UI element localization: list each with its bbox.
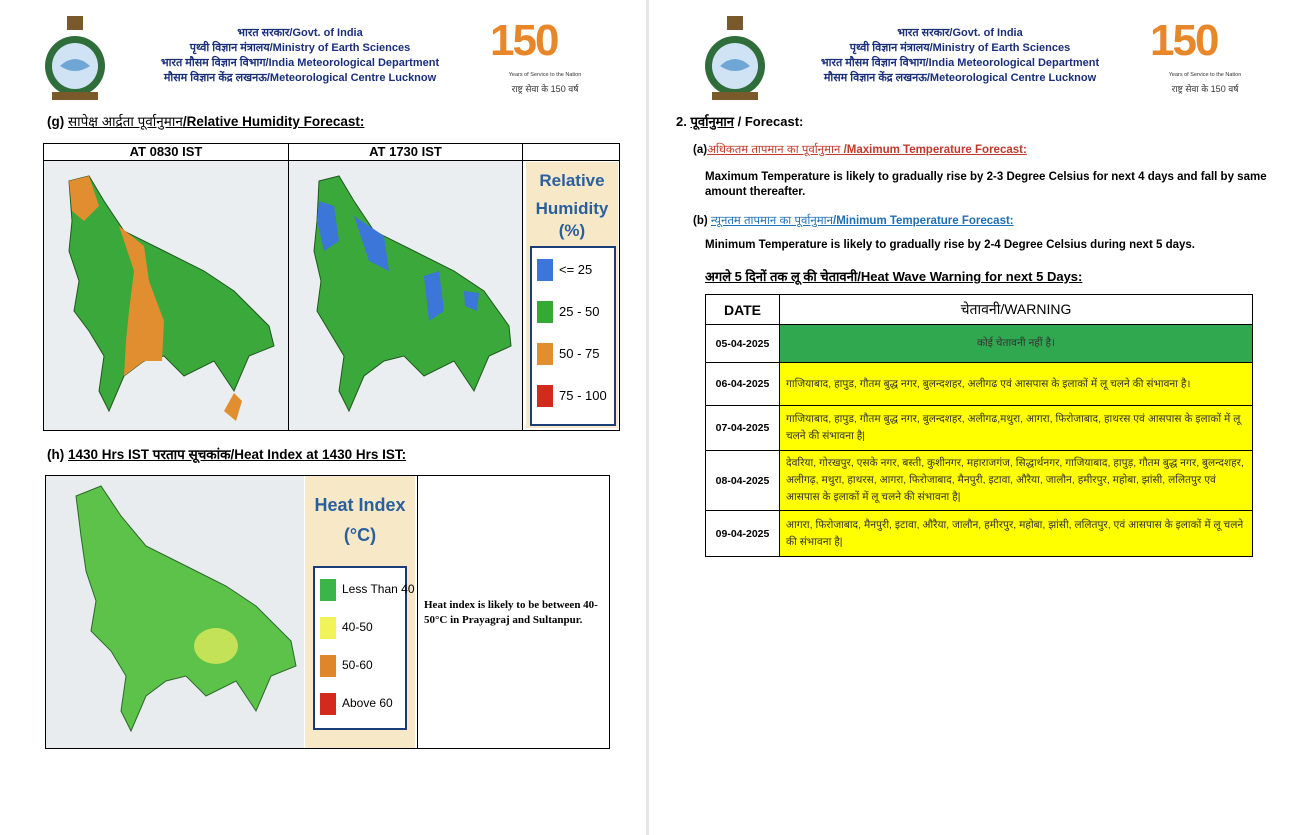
max-en: /Maximum Temperature Forecast: <box>840 144 1027 156</box>
hi-prefix: (h) <box>47 447 68 462</box>
min-temp-text: Minimum Temperature is likely to gradually rise by 2-4 Degree Celsius during next 5 days. <box>705 239 1195 251</box>
min-en: /Minimum Temperature Forecast: <box>833 215 1014 227</box>
header-text <box>780 26 1140 86</box>
header-line-1: भारत सरकार/Govt. of India <box>237 27 363 39</box>
max-temp-text: Maximum Temperature is likely to gradually rise by 2-3 Degree Celsius for next 4 days and fall by same amount thereafter. <box>705 171 1267 198</box>
header-line-3: भारत मौसम विज्ञान विभाग/India Meteorological Department <box>820 57 1100 69</box>
heat-wave-title: अगले 5 दिनों तक लू की चेतावनी/Heat Wave Warning for next 5 Days: <box>705 269 1083 284</box>
rh-col-1730: AT 1730 IST <box>289 144 522 161</box>
min-temp-title <box>693 213 1014 228</box>
logo-caption: Years of Service to the Nation <box>508 72 582 78</box>
hi-legend <box>305 476 415 748</box>
page-header <box>700 14 1260 106</box>
heat-index-note: Heat index is likely to be between 40-50°C in Prayagraj and Sultanpur. <box>424 599 598 626</box>
header-line-2: पृथ्वी विज्ञान मंत्रालय/Ministry of Earth Sciences <box>189 42 411 54</box>
max-temp-title <box>693 142 1027 157</box>
page-header <box>40 14 600 106</box>
rh-forecast-table <box>43 143 620 431</box>
150-years-logo <box>1150 16 1260 96</box>
150-years-logo <box>490 16 600 96</box>
rh-legend-swatch <box>537 343 553 365</box>
heat-index-map <box>46 476 304 748</box>
rh-section-title <box>47 112 364 130</box>
row-warning: गाजियाबाद, हापुड, गौतम बुद्ध नगर, बुलन्दशहर, अलीगढ,मथुरा, आगरा, फिरोजाबाद, हाथरस एवं आसपास के इलाकों में लू चलने की संभावना है| <box>780 406 1253 451</box>
logo-caption: Years of Service to the Nation <box>1168 72 1242 78</box>
rh-legend-label: 50 - 75 <box>559 346 600 361</box>
rh-legend-title-1: Relative <box>539 171 605 190</box>
rh-legend-items <box>530 246 616 426</box>
logo-number: 150 <box>1150 16 1218 65</box>
imd-emblem-icon <box>700 14 770 102</box>
row-date: 08-04-2025 <box>706 451 780 511</box>
hi-section-title <box>47 445 406 463</box>
row-date: 09-04-2025 <box>706 511 780 557</box>
rh-col-0830: AT 0830 IST <box>44 144 288 161</box>
hi-legend-title-2: (°C) <box>343 525 377 545</box>
forecast-hindi: पूर्वानुमान <box>690 114 735 129</box>
forecast-num: 2. <box>676 114 691 129</box>
hi-divider <box>417 476 418 748</box>
rh-divider-2 <box>522 144 523 430</box>
hi-legend-swatch <box>320 617 336 639</box>
logo-hindi: राष्ट्र सेवा के 150 वर्ष <box>1171 84 1239 94</box>
row-date: 05-04-2025 <box>706 325 780 363</box>
min-prefix: (b) <box>693 215 711 227</box>
hi-legend-swatch <box>320 693 336 715</box>
rh-legend-title-2: Humidity (%) <box>535 199 609 240</box>
rh-map-1730 <box>289 161 522 430</box>
hi-legend-label: 40-50 <box>342 620 373 634</box>
rh-legend-swatch <box>537 385 553 407</box>
row-date: 06-04-2025 <box>706 363 780 406</box>
hi-legend-swatch <box>320 655 336 677</box>
forecast-en: / Forecast: <box>734 114 804 129</box>
rh-legend <box>526 162 618 428</box>
header-line-4: मौसम विज्ञान केंद्र लखनऊ/Meteorological Centre Lucknow <box>163 72 437 84</box>
hi-legend-title-1: Heat Index <box>314 495 406 515</box>
rh-legend-label: 25 - 50 <box>559 304 600 319</box>
max-prefix: (a) <box>693 144 708 156</box>
up-heat-map-icon <box>46 476 304 748</box>
imd-emblem-icon <box>40 14 110 102</box>
left-page <box>0 0 646 835</box>
heat-wave-warning-table <box>705 294 1253 557</box>
row-warning: गाजियाबाद, हापुड, गौतम बुद्ध नगर, बुलन्दशहर, अलीगढ एवं आसपास के इलाकों में लू चलने की संभावना है। <box>780 363 1253 406</box>
table-row <box>706 406 1253 451</box>
hi-legend-swatch <box>320 579 336 601</box>
header-line-2: पृथ्वी विज्ञान मंत्रालय/Ministry of Earth Sciences <box>849 42 1071 54</box>
hi-legend-label: 50-60 <box>342 658 373 672</box>
hi-hindi: 1430 Hrs IST परताप सूचकांक <box>68 447 231 462</box>
row-date: 07-04-2025 <box>706 406 780 451</box>
table-row <box>706 451 1253 511</box>
rh-english: /Relative Humidity Forecast: <box>182 114 365 129</box>
min-hindi: न्यूनतम तापमान का पूर्वानुमान <box>710 215 833 227</box>
forecast-title <box>676 112 803 130</box>
table-row <box>706 363 1253 406</box>
rh-col-legend <box>523 144 619 161</box>
rh-legend-swatch <box>537 301 553 323</box>
max-hindi: अधिकतम तापमान का पूर्वानुमान <box>707 144 841 156</box>
rh-hindi: सापेक्ष आर्द्रता पूर्वानुमान <box>68 114 183 129</box>
table-row <box>706 511 1253 557</box>
rh-legend-swatch <box>537 259 553 281</box>
heat-index-table <box>45 475 610 749</box>
hi-legend-items <box>313 566 415 730</box>
row-warning: देवरिया, गोरखपुर, एसके नगर, बस्ती, कुशीनगर, महाराजगंज, सिद्धार्थनगर, गाजियाबाद, हापुड़, गौतम बुद्ध नगर, बुलन्दशहर, अलीगढ़, मथुरा, हाथरस, आगरा, फिरोजाबाद, मैनपुरी, इटावा, औरैया, जालौन, हमीरपुर, महोबा, झांसी, ललितपुर एवं आसपास के इलाकों में लू चलने की संभावना है| <box>780 451 1253 511</box>
logo-hindi: राष्ट्र सेवा के 150 वर्ष <box>511 84 579 94</box>
up-map-1730-icon <box>289 161 522 430</box>
table-header-row <box>706 295 1253 325</box>
date-header: DATE <box>706 295 780 325</box>
row-warning: आगरा, फिरोजाबाद, मैनपुरी, इटावा, औरैया, जालौन, हमीरपुर, महोबा, झांसी, ललितपुर, एवं आसपास के इलाकों में लू चलने की संभावना है| <box>780 511 1253 557</box>
hi-legend-label: Less Than 40 <box>342 582 415 596</box>
rh-map-0830 <box>44 161 288 430</box>
row-warning: कोई चेतावनी नहीं है। <box>780 325 1253 363</box>
header-line-3: भारत मौसम विज्ञान विभाग/India Meteorological Department <box>160 57 440 69</box>
hi-english: /Heat Index at 1430 Hrs IST: <box>230 447 407 462</box>
header-text <box>120 26 480 86</box>
logo-number: 150 <box>490 16 558 65</box>
warning-header: चेतावनी/WARNING <box>780 295 1253 325</box>
up-map-0830-icon <box>44 161 288 430</box>
rh-legend-label: <= 25 <box>559 262 593 277</box>
header-line-4: मौसम विज्ञान केंद्र लखनऊ/Meteorological Centre Lucknow <box>823 72 1097 84</box>
hi-legend-label: Above 60 <box>342 696 393 710</box>
rh-legend-label: 75 - 100 <box>559 388 607 403</box>
header-line-1: भारत सरकार/Govt. of India <box>897 27 1023 39</box>
rh-prefix: (g) <box>47 114 68 129</box>
table-row <box>706 325 1253 363</box>
